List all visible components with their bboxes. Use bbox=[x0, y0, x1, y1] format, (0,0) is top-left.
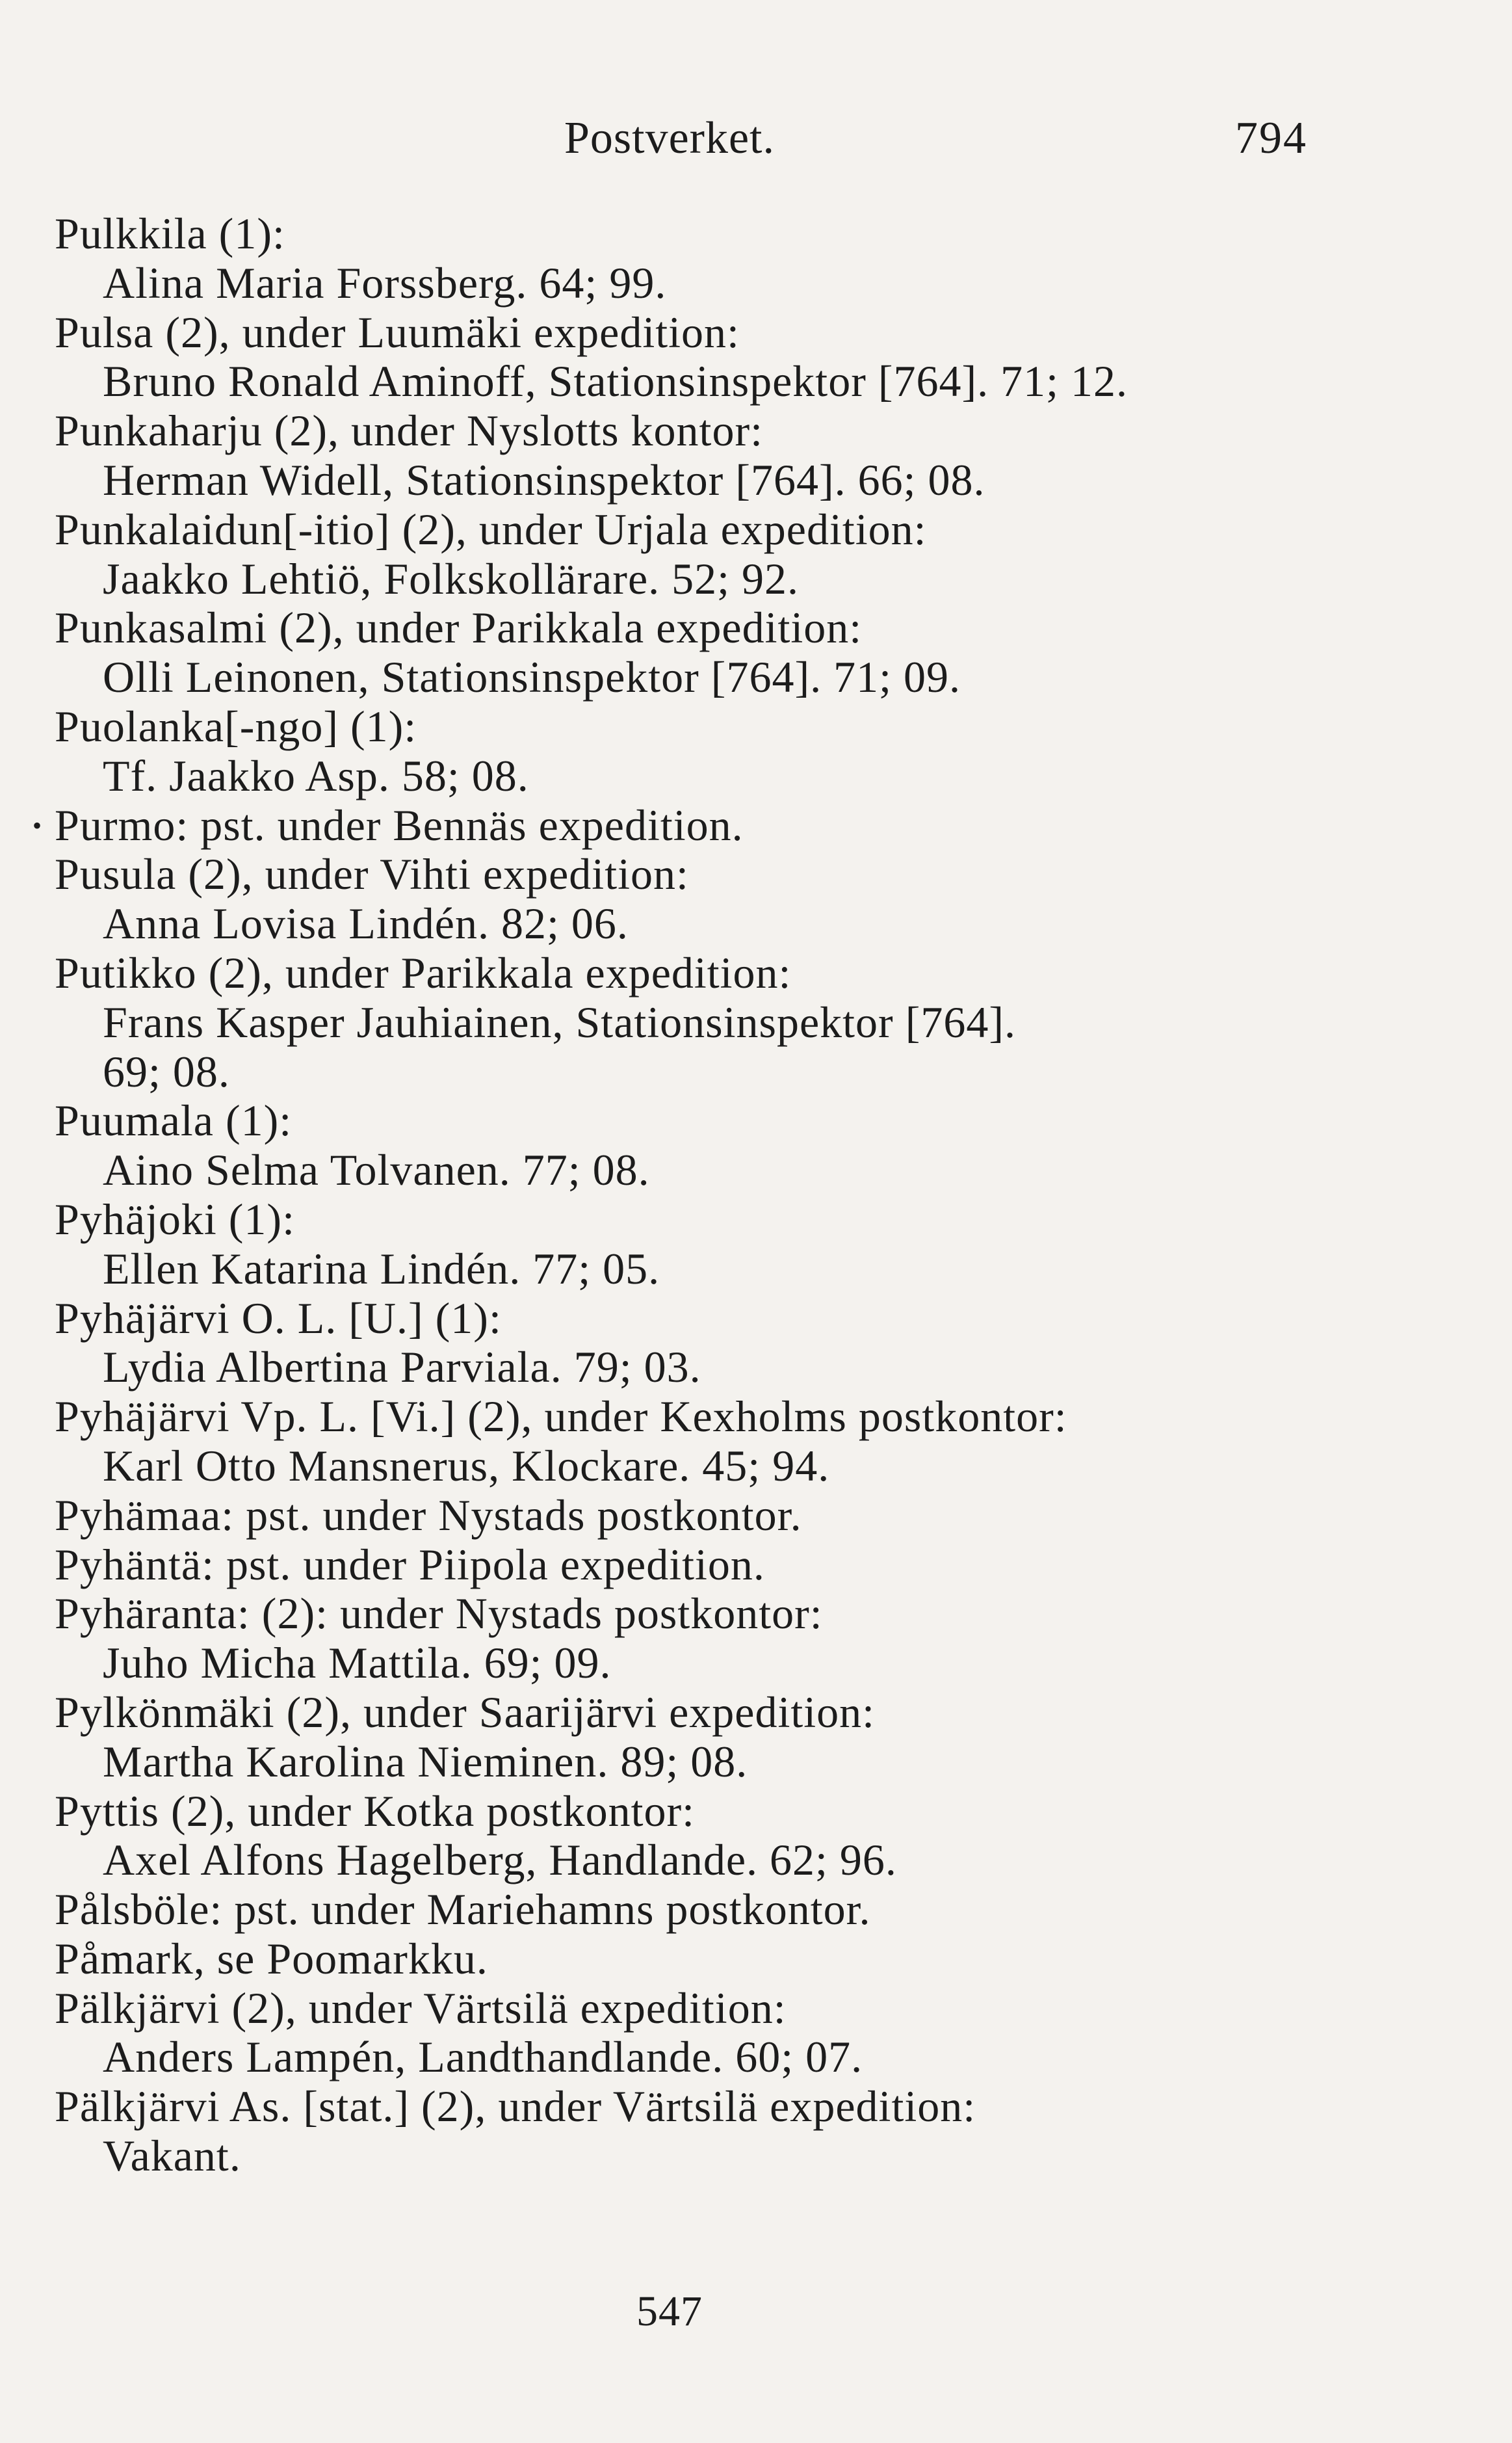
entry-text: Pyhämaa: pst. under Nystads postkontor. bbox=[55, 1490, 802, 1540]
entry-text: Pälkjärvi (2), under Värtsilä expedition: bbox=[55, 1983, 787, 2033]
entry-detail-line bbox=[55, 1836, 1322, 1885]
entry-detail-line bbox=[55, 899, 1322, 949]
entry-heading-line bbox=[55, 1787, 1322, 1836]
entry-text: Pyttis (2), under Kotka postkontor: bbox=[55, 1786, 696, 1836]
entry-detail-line bbox=[55, 1048, 1322, 1097]
entry-text: Puolanka[-ngo] (1): bbox=[55, 701, 417, 751]
entry-detail-line bbox=[55, 2033, 1322, 2082]
entry-heading-line bbox=[55, 1935, 1322, 1984]
entry-detail-line bbox=[55, 259, 1322, 308]
entry-heading-line bbox=[55, 1195, 1322, 1245]
entry-heading-line bbox=[55, 850, 1322, 899]
entry-detail-line bbox=[55, 653, 1322, 702]
entry-text: Lydia Albertina Parviala. 79; 03. bbox=[103, 1342, 701, 1392]
entry-detail-line bbox=[55, 1245, 1322, 1294]
entry-text: Karl Otto Mansnerus, Klockare. 45; 94. bbox=[103, 1440, 830, 1490]
entry-heading-line bbox=[55, 1294, 1322, 1343]
entry-text: Pusula (2), under Vihti expedition: bbox=[55, 849, 689, 899]
entry-heading-line bbox=[55, 1392, 1322, 1442]
entry-heading-line bbox=[55, 1096, 1322, 1146]
entry-detail-line bbox=[55, 456, 1322, 505]
entry-text: Pyhäranta: (2): under Nystads postkontor: bbox=[55, 1589, 823, 1639]
entry-detail-line bbox=[55, 1442, 1322, 1491]
entry-detail-line bbox=[55, 1146, 1322, 1195]
entry-text: Puumala (1): bbox=[55, 1096, 293, 1146]
directory-entries bbox=[33, 209, 1322, 2181]
entry-heading-line bbox=[55, 2082, 1322, 2132]
entry-heading-line bbox=[33, 800, 1322, 851]
entry-text: Putikko (2), under Parikkala expedition: bbox=[55, 947, 792, 997]
entry-text: Jaakko Lehtiö, Folkskollärare. 52; 92. bbox=[103, 553, 800, 603]
entry-detail-line bbox=[55, 1737, 1322, 1787]
entry-text: Martha Karolina Nieminen. 89; 08. bbox=[103, 1736, 748, 1786]
entry-detail-line bbox=[55, 1639, 1322, 1688]
entry-text: Pyhäntä: pst. under Piipola expedition. bbox=[55, 1539, 765, 1589]
entry-text: Pyhäjärvi Vp. L. [Vi.] (2), under Kexholms postkontor: bbox=[55, 1392, 1067, 1442]
entry-detail-line bbox=[55, 998, 1322, 1048]
entry-text: Vakant. bbox=[103, 2131, 241, 2181]
entry-text: Påmark, se Poomarkku. bbox=[55, 1933, 488, 1983]
entry-text: Tf. Jaakko Asp. 58; 08. bbox=[103, 750, 529, 800]
running-header-page-number: 794 bbox=[1235, 113, 1307, 163]
entry-heading-line bbox=[55, 308, 1322, 358]
entry-text: Aino Selma Tolvanen. 77; 08. bbox=[103, 1145, 650, 1195]
entry-heading-line bbox=[55, 1540, 1322, 1590]
entry-heading-line bbox=[55, 406, 1322, 456]
entry-detail-line bbox=[55, 752, 1322, 801]
entry-heading-line bbox=[55, 1688, 1322, 1737]
entry-text: Pyhäjoki (1): bbox=[55, 1194, 295, 1244]
entry-heading-line bbox=[55, 1984, 1322, 2033]
entry-heading-line bbox=[55, 1491, 1322, 1540]
margin-mark: • bbox=[33, 810, 43, 840]
entry-heading-line bbox=[55, 1885, 1322, 1935]
entry-text: Punkaharju (2), under Nyslotts kontor: bbox=[55, 406, 763, 456]
entry-text: Punkalaidun[-itio] (2), under Urjala expedition: bbox=[55, 504, 927, 554]
entry-text: Pålsböle: pst. under Mariehamns postkontor. bbox=[55, 1884, 871, 1935]
entry-text: Axel Alfons Hagelberg, Handlande. 62; 96. bbox=[103, 1835, 897, 1885]
entry-text: Pälkjärvi As. [stat.] (2), under Värtsilä expedition: bbox=[55, 2081, 976, 2132]
entry-text: Juho Micha Mattila. 69; 09. bbox=[103, 1638, 612, 1688]
entry-text: Herman Widell, Stationsinspektor [764]. 66; 08. bbox=[103, 455, 985, 505]
footer-page-number: 547 bbox=[636, 2288, 703, 2335]
entry-text: Pulsa (2), under Luumäki expedition: bbox=[55, 307, 740, 357]
entry-text: 69; 08. bbox=[103, 1046, 230, 1096]
entry-text: Alina Maria Forssberg. 64; 99. bbox=[103, 258, 667, 308]
entry-text: Pylkönmäki (2), under Saarijärvi expedition: bbox=[55, 1687, 876, 1737]
entry-heading-line bbox=[55, 702, 1322, 752]
entry-heading-line bbox=[55, 505, 1322, 555]
entry-heading-line bbox=[55, 1589, 1322, 1639]
entry-detail-line bbox=[55, 2132, 1322, 2181]
entry-text: Ellen Katarina Lindén. 77; 05. bbox=[103, 1243, 660, 1293]
entry-text: Anna Lovisa Lindén. 82; 06. bbox=[103, 899, 629, 949]
entry-text: Frans Kasper Jauhiainen, Stationsinspektor [764]. bbox=[103, 997, 1016, 1047]
entry-heading-line bbox=[55, 209, 1322, 259]
entry-text: Purmo: pst. under Bennäs expedition. bbox=[55, 800, 744, 850]
entry-text: Anders Lampén, Landthandlande. 60; 07. bbox=[103, 2032, 863, 2082]
entry-detail-line bbox=[55, 555, 1322, 604]
entry-text: Pulkkila (1): bbox=[55, 209, 285, 258]
entry-text: Olli Leinonen, Stationsinspektor [764]. 71; 09. bbox=[103, 652, 961, 702]
entry-text: Punkasalmi (2), under Parikkala expedition: bbox=[55, 603, 863, 653]
entry-detail-line bbox=[55, 357, 1322, 406]
entry-heading-line bbox=[55, 603, 1322, 653]
running-header-title: Postverket. bbox=[564, 113, 776, 163]
entry-text: Pyhäjärvi O. L. [U.] (1): bbox=[55, 1293, 502, 1343]
entry-text: Bruno Ronald Aminoff, Stationsinspektor [764]. 71; 12. bbox=[103, 356, 1128, 406]
entry-heading-line bbox=[55, 949, 1322, 998]
entry-detail-line bbox=[55, 1343, 1322, 1392]
